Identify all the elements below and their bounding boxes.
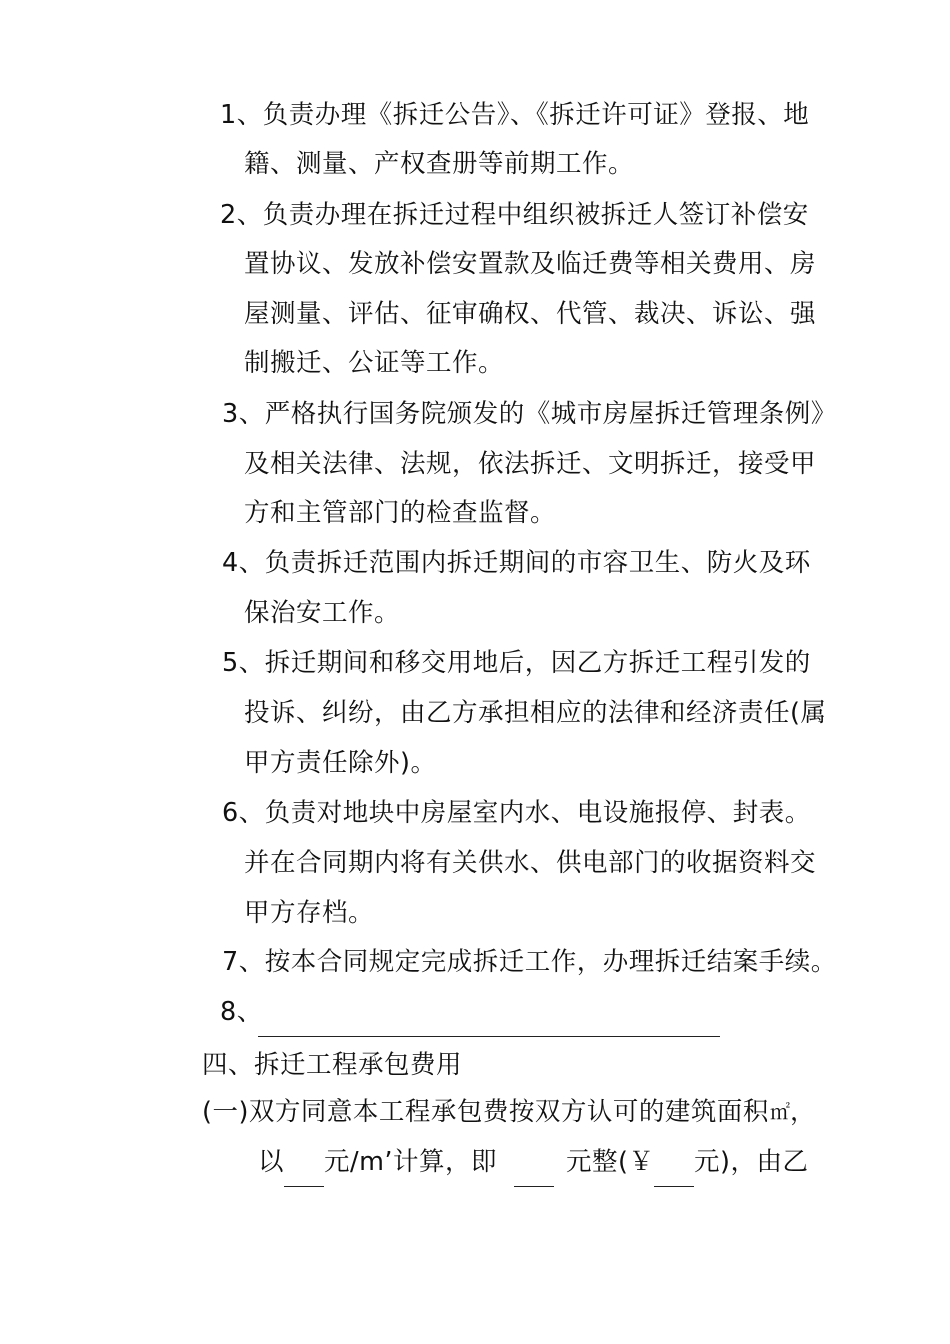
item-5-line-3: 甲方责任除外)。 bbox=[244, 748, 437, 778]
item-3-line-2: 及相关法律、法规，依法拆迁、文明拆迁，接受甲 bbox=[244, 449, 817, 479]
clause-line-1-comma: ， bbox=[790, 1097, 817, 1127]
item-2-line-3: 屋测量、评估、征审确权、代管、裁决、诉讼、强 bbox=[244, 299, 817, 329]
item-4-line-1: 4、负责拆迁范围内拆迁期间的市容卫生、防火及环 bbox=[222, 548, 811, 578]
clause-line-2-suffix: 元)，由乙 bbox=[694, 1147, 809, 1177]
item-2-line-2: 置协议、发放补偿安置款及临迁费等相关费用、房 bbox=[244, 249, 817, 279]
item-2-line-4: 制搬迁、公证等工作。 bbox=[244, 348, 505, 378]
clause-line-1: (一)双方同意本工程承包费按双方认可的建筑面积 bbox=[202, 1097, 769, 1127]
unit-price-blank bbox=[284, 1186, 324, 1187]
clause-line-2-prefix: 以 bbox=[258, 1147, 285, 1177]
item-3-line-3: 方和主管部门的检查监督。 bbox=[244, 498, 557, 528]
item-5-line-2: 投诉、纠纷，由乙方承担相应的法律和经济责任(属 bbox=[244, 698, 827, 728]
item-1-line-1: 1、负责办理《拆迁公告》、《拆迁许可证》登报、地 bbox=[220, 100, 810, 130]
section-heading: 四、拆迁工程承包费用 bbox=[202, 1050, 463, 1080]
item-8-line-1: 8、 bbox=[220, 997, 263, 1027]
item-7-line-1: 7、按本合同规定完成拆迁工作，办理拆迁结案手续。 bbox=[222, 947, 837, 977]
item-2-line-1: 2、负责办理在拆迁过程中组织被拆迁人签订补偿安 bbox=[220, 200, 809, 230]
total-amount-figures-blank bbox=[654, 1186, 694, 1187]
item-6-line-2: 并在合同期内将有关供水、供电部门的收据资料交 bbox=[244, 848, 817, 878]
area-unit-symbol: ㎡ bbox=[770, 1100, 790, 1124]
total-amount-words-blank bbox=[514, 1186, 554, 1187]
item-3-line-1: 3、严格执行国务院颁发的《城市房屋拆迁管理条例》 bbox=[222, 399, 837, 429]
clause-line-2-unit-price: 元/m’计算，即 bbox=[324, 1147, 498, 1177]
item-5-line-1: 5、拆迁期间和移交用地后，因乙方拆迁工程引发的 bbox=[222, 648, 811, 678]
item-6-line-1: 6、负责对地块中房屋室内水、电设施报停、封表。 bbox=[222, 798, 811, 828]
item-6-line-3: 甲方存档。 bbox=[244, 898, 375, 928]
clause-line-2-total: 元整(￥ bbox=[566, 1147, 655, 1177]
item-4-line-2: 保治安工作。 bbox=[244, 598, 401, 628]
item-8-fill-in-line bbox=[258, 1036, 720, 1037]
item-1-line-2: 籍、测量、产权查册等前期工作。 bbox=[244, 149, 635, 179]
